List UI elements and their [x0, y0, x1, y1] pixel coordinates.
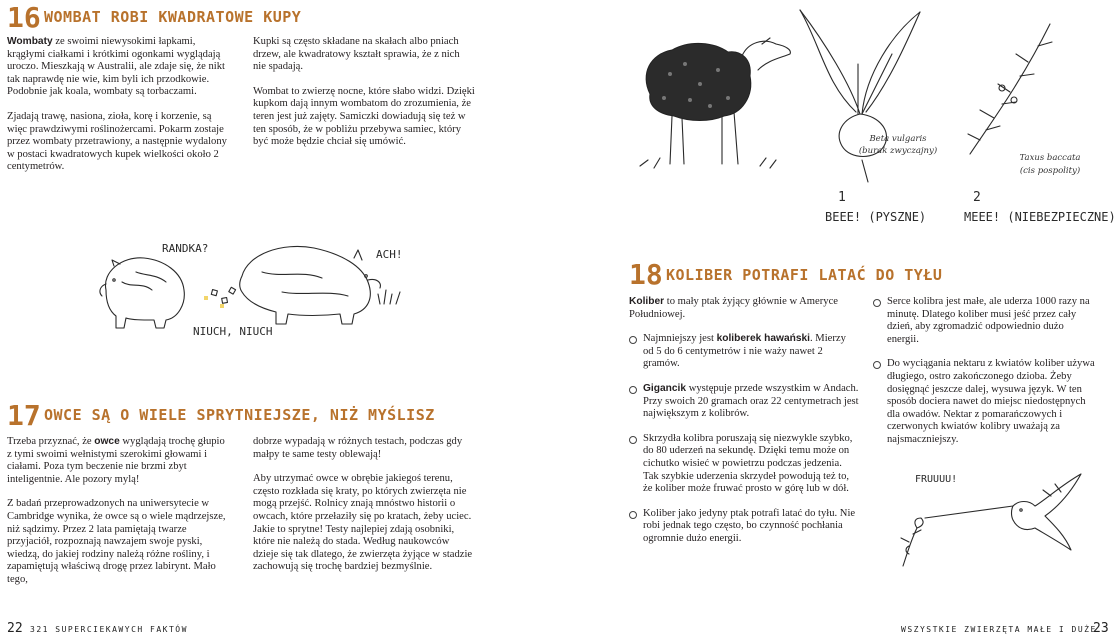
section-18-title: KOLIBER POTRAFI LATAĆ DO TYŁU [666, 266, 943, 284]
paragraph: to mały ptak żyjący głównie w Ameryce Południowej. [629, 296, 838, 320]
label-meee-niebezpieczne: MEEE! (NIEBEZPIECZNE) [964, 210, 1116, 224]
paragraph: Aby utrzymać owce w obrębie jakiegoś terenu, często rozkłada się kraty, po których zwierzęta nie mogą przejść. Rolnicy znają mnóstwo historii o owcach, które przełaziły się po kratach, żeby uciec. Jakie to sprytne! Testy najlepiej zdają osobniki, które nie należą do stada. Według naukowców dzieje się tak dlatego, że zwierzęta żyjące w stadzie zachowują się trochę bardziej bezmyślnie. [253, 473, 473, 573]
section-16-column-1 [7, 36, 229, 186]
keyword-koliberek-hawanski: koliberek hawański [716, 333, 810, 345]
paragraph: . Mierzy od 5 do 6 centymetrów i nie waży nawet 2 gramów. [643, 333, 846, 370]
paragraph: Kupki są często składane na skałach albo pniach drzew, ale kwadratowy kształt sprawia, że z nich nie spadają. [253, 36, 460, 73]
paragraph: ze swoimi niewysokimi łapkami, krągłymi ciałkami i krótkimi ogonkami wyglądają uroczo. Mieszkają w Australii, ale zdaje się, że nikt tak naprawdę nie wie, kim byli ich przodkowie. Podobnie jak koala, wombaty są torbaczami. [7, 36, 225, 98]
section-16-title: WOMBAT ROBI KWADRATOWE KUPY [44, 8, 302, 26]
keyword-wombaty: Wombaty [7, 36, 53, 47]
keyword-koliber: Koliber [629, 296, 665, 307]
paragraph: Z badań przeprowadzonych na uniwersytecie w Cambridge wynika, że owce są o wiele mądrzejsze, niż sądzimy. Przez 2 lata pamiętają twarze przyjaciół, rozpoznają nawzajem swoje pyski, wiedzą, do jakiej rodziny należą różne rośliny, i zapamiętują właściwą drogę przez labirynt. Mało tego, [7, 498, 226, 585]
caption-taxus-baccata-1: Taxus baccata [1019, 153, 1081, 163]
bullet-icon [629, 436, 637, 444]
paragraph: Koliber jako jedyny ptak potrafi latać do tyłu. Nie robi jednak tego często, bo czynność pochłania ogromnie dużo energii. [643, 507, 856, 544]
label-randka: RANDKA? [162, 242, 209, 255]
paragraph: Wombat to zwierzę nocne, które słabo widzi. Dzięki kupkom dają innym wombatom do zrozumienia, że teren jest już zajęty. Samiczki dowiadują się też w ten sposób, że w pobliżu przebywa samiec, który być może będzie chciał się umówić. [253, 85, 475, 148]
page-number-right: 23 [1093, 621, 1109, 636]
label-beee-pyszne: BEEE! (PYSZNE) [825, 210, 927, 224]
bullet-icon [873, 299, 881, 307]
hummingbird-illustration [895, 470, 1085, 570]
section-16-column-2 [253, 36, 475, 161]
bullet-icon [629, 386, 637, 394]
label-1-number: 1 [838, 190, 846, 205]
fact-list-2 [873, 296, 1098, 447]
list-item [629, 433, 859, 496]
keyword-owce: owce [94, 436, 120, 447]
paragraph: Do wyciągania nektaru z kwiatów koliber używa długiego, ostro zakończonego dzioba. Żeby dosięgnąć jeszcze dalej, wysuwa język. W ten sposób dociera nawet do miejsc niedostępnych dla owadów. Nektar z pomarańczowych i czerwonych kwiatów kolibry uważają za najsmaczniejszy. [887, 358, 1095, 445]
page-number-left: 22 [7, 621, 23, 636]
caption-taxus-baccata-2: (cis pospolity) [1019, 166, 1081, 176]
paragraph: wyglądają trochę głupio z tymi swoimi wełnistymi szerokimi głowami i ciałami. Poza tym beczenie nie brzmi zbyt inteligentnie. Ale pozory mylą! [7, 436, 225, 485]
section-17-column-2 [253, 436, 475, 586]
section-17-column-1 [7, 436, 229, 599]
label-2-number: 2 [973, 190, 981, 205]
list-item [873, 358, 1098, 446]
paragraph: Trzeba przyznać, że [7, 436, 92, 447]
paragraph: Skrzydła kolibra poruszają się niezwykle szybko, do 80 uderzeń na sekundę. Dzięki temu może on cichutko wisieć w powietrzu podczas jedzenia. Tak szybkie uderzenia skrzydeł powodują też to, że koliber może fruwać prosto w górę lub w dół. [643, 432, 853, 495]
paragraph: Serce kolibra jest małe, ale uderza 1000 razy na minutę. Dlatego koliber musi jeść przez cały dzień, aby zgromadzić odpowiednio dużo energii. [887, 296, 1090, 345]
section-18-number: 18 [629, 258, 663, 291]
section-17-number: 17 [7, 399, 41, 432]
caption-beta-vulgaris-1: Beta vulgaris [869, 134, 927, 144]
label-niuch-niuch: NIUCH, NIUCH [193, 325, 273, 338]
list-item [629, 333, 859, 371]
section-17-title: OWCE SĄ O WIELE SPRYTNIEJSZE, NIŻ MYŚLISZ [44, 406, 435, 424]
bullet-icon [629, 511, 637, 519]
footer-book-title: 321 SUPERCIEKAWYCH FAKTÓW [30, 625, 188, 634]
paragraph: Najmniejszy jest [643, 333, 714, 345]
section-18-column-2 [873, 296, 1098, 459]
section-16-number: 16 [7, 1, 41, 34]
caption-beta-vulgaris-2: (burak zwyczajny) [858, 146, 938, 156]
paragraph: występuje przede wszystkim w Andach. Przy swoich 20 gramach oraz 22 centymetrach jest największym z kolibrów. [643, 382, 859, 420]
label-ach: ACH! [376, 248, 403, 261]
keyword-gigancik: Gigancik [643, 382, 687, 394]
bullet-icon [873, 361, 881, 369]
bullet-icon [629, 336, 637, 344]
fact-list-1 [629, 333, 859, 545]
paragraph: Zjadają trawę, nasiona, zioła, korę i korzenie, są więc prawdziwymi roślinożercami. Pokarm zostaje przez wombaty przetrawiony, a następnie wydalony w postaci kwadratowych kupek wielkości około 2 centymetrów. [7, 110, 227, 173]
section-18-column-1 [629, 296, 859, 558]
paragraph: dobrze wypadają w różnych testach, podczas gdy małpy te same testy oblewają! [253, 436, 463, 460]
label-fruuuu: FRUUUU! [915, 474, 958, 485]
footer-book-title: WSZYSTKIE ZWIERZĘTA MAŁE I DUŻE [901, 625, 1097, 634]
list-item [629, 508, 859, 546]
list-item [873, 296, 1098, 346]
list-item [629, 383, 859, 421]
